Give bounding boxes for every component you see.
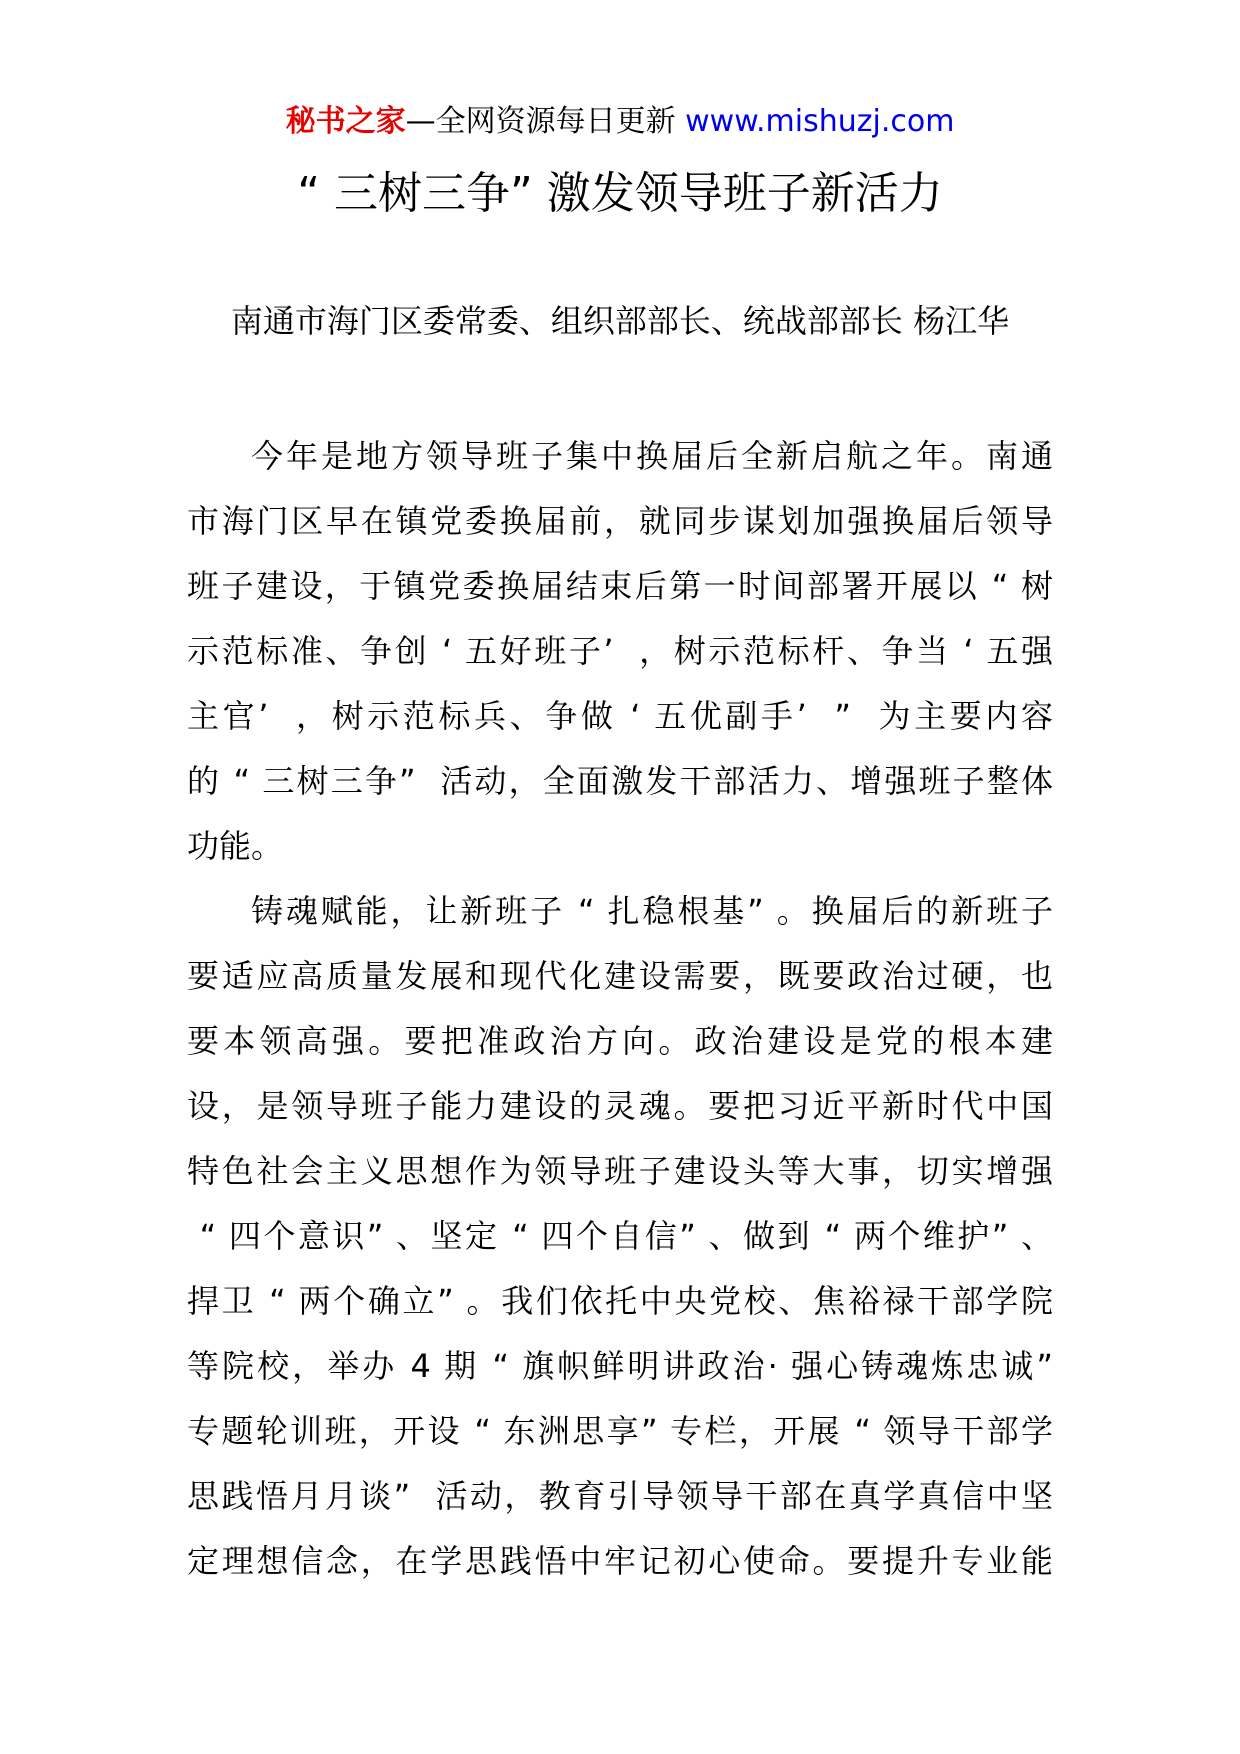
paragraph-line: 示范标准、争创 ‘ 五好班子’ ，树示范标杆、争当 ‘ 五强	[187, 632, 1053, 670]
paragraph-line: 等院校，举办 4 期 “ 旗帜鲜明讲政治· 强心铸魂炼忠诚”	[187, 1347, 1053, 1385]
site-banner	[0, 102, 1240, 142]
paragraph-line: 的 “ 三树三争” 活动，全面激发干部活力、增强班子整体	[187, 762, 1053, 800]
paragraph-line: 今年是地方领导班子集中换届后全新启航之年。南通	[251, 437, 1053, 475]
paragraph-line: 思践悟月月谈” 活动，教育引导领导干部在真学真信中坚	[187, 1477, 1053, 1515]
paragraph-line: 主官’ ，树示范标兵、争做 ‘ 五优副手’ ” 为主要内容	[187, 697, 1053, 735]
paragraph-line: 市海门区早在镇党委换届前，就同步谋划加强换届后领导	[187, 502, 1053, 540]
paragraph-line: “ 四个意识” 、坚定 “ 四个自信” 、做到 “ 两个维护” 、	[187, 1217, 1053, 1255]
article-body	[187, 424, 1053, 1594]
paragraph-line: 班子建设，于镇党委换届结束后第一时间部署开展以 “ 树	[187, 567, 1053, 605]
banner-slogan: —全网资源每日更新	[405, 104, 676, 139]
author-byline: 南通市海门区委常委、组织部部长、统战部部长 杨江华	[230, 302, 1010, 340]
paragraph-line: 要适应高质量发展和现代化建设需要，既要政治过硬，也	[187, 957, 1053, 995]
paragraph-line: 铸魂赋能，让新班子 “ 扎稳根基” 。换届后的新班子	[251, 892, 1053, 930]
site-url[interactable]: www.mishuzj.com	[685, 104, 955, 139]
brand-name: 秘书之家	[285, 104, 406, 139]
paragraph-line: 特色社会主义思想作为领导班子建设头等大事，切实增强	[187, 1152, 1053, 1190]
paragraph-line: 要本领高强。要把准政治方向。政治建设是党的根本建	[187, 1022, 1053, 1060]
paragraph-line: 定理想信念，在学思践悟中牢记初心使命。要提升专业能	[187, 1542, 1053, 1580]
article-title: “ 三树三争” 激发领导班子新活力	[297, 168, 943, 219]
paragraph-line: 捍卫 “ 两个确立” 。我们依托中央党校、焦裕禄干部学院	[187, 1282, 1053, 1320]
paragraph-line: 功能。	[187, 827, 284, 865]
paragraph-line: 设，是领导班子能力建设的灵魂。要把习近平新时代中国	[187, 1087, 1053, 1125]
paragraph-line: 专题轮训班，开设 “ 东洲思享” 专栏，开展 “ 领导干部学	[187, 1412, 1053, 1450]
